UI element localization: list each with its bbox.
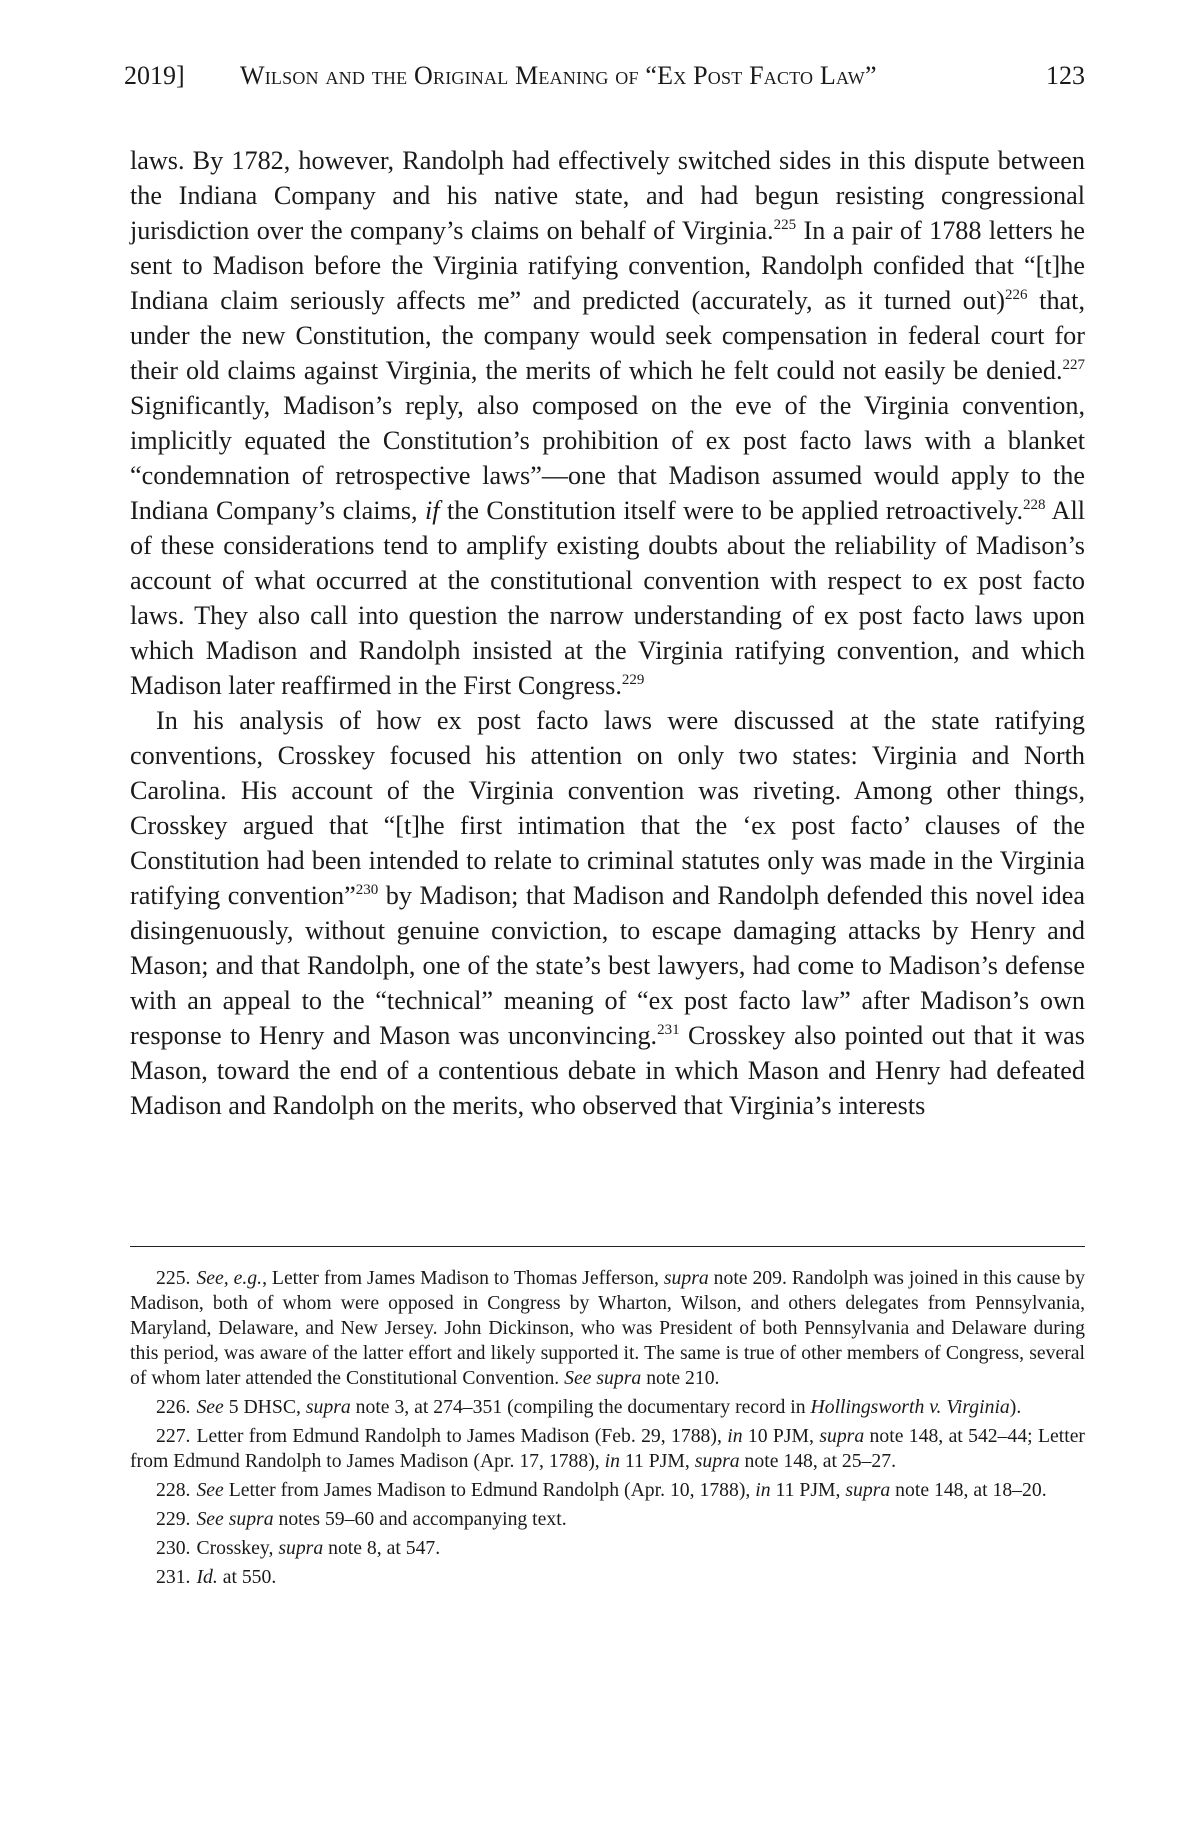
text-span: In his analysis of how ex post facto laws were discussed at the state ratifying conventions, Crosskey focused his attention on only two states: Virginia and North Carolina. His account of the Virginia convention was riveting. Among other things, Crosskey argued that “[t]he first intimation that the ‘ex post facto’ clauses of the Constitution had been intended to relate to criminal statutes only was made in the Virginia ratifying convention” [130, 706, 1085, 910]
text-span: ). [1009, 1396, 1022, 1418]
paragraph-2 [130, 703, 1085, 1123]
footnote-229 [130, 1507, 1085, 1532]
text-span: laws. By 1782, however, Randolph had effectively switched sides in this dispute between the Indiana Company and his native state, and had begun resisting congressional jurisdiction over the company’s claims on behalf of Virginia. [130, 146, 1085, 245]
text-span: notes 59–60 and accompanying text. [273, 1508, 567, 1530]
italic-text: See [196, 1479, 224, 1501]
footnote-divider [130, 1246, 1085, 1247]
italic-text: See supra [196, 1508, 274, 1530]
paragraph-1 [130, 143, 1085, 703]
text-span: Letter from Edmund Randolph to James Madison (Feb. 29, 1788), [196, 1425, 728, 1447]
italic-text: See supra [564, 1367, 642, 1389]
text-span: by Madison; that Madison and Randolph defended this novel idea disingenuously, without genuine conviction, to escape damaging attacks by Henry and Mason; and that Randolph, one of the state’s best lawyers, had come to Madison’s defense with an appeal to the “technical” meaning of “ex post facto law” after Madison’s own response to Henry and Mason was unconvincing. [130, 881, 1085, 1050]
text-span: that, under the new Constitution, the company would seek compensation in federal court for their old claims against Virginia, the merits of which he felt could not easily be denied. [130, 286, 1085, 385]
header-year: 2019] [124, 61, 185, 90]
text-span: note 148, at 542–44; Letter from Edmund Randolph to James Madison (Apr. 17, 1788), [130, 1425, 1085, 1472]
italic-text: supra [819, 1425, 865, 1447]
text-span: note 148, at 18–20. [890, 1479, 1047, 1501]
footnote-ref-229[interactable]: 229 [621, 672, 645, 688]
footnote-ref-228[interactable]: 228 [1023, 497, 1046, 513]
header-title: Wilson and the Original Meaning of “Ex Post Facto Law” [240, 61, 877, 90]
footnote-227 [130, 1424, 1085, 1474]
footnote-ref-225[interactable]: 225 [773, 217, 797, 233]
footnotes [130, 1266, 1085, 1594]
text-span: note 8, at 547. [323, 1537, 441, 1559]
footnote-ref-230[interactable]: 230 [355, 882, 379, 898]
footnote-number: 225. [156, 1267, 191, 1289]
footnote-number: 231. [156, 1566, 191, 1588]
italic-text: See, e.g. [196, 1267, 263, 1289]
text-span: note 3, at 274–351 (compiling the documentary record in [350, 1396, 811, 1418]
italic-text: in [727, 1425, 743, 1447]
footnote-ref-226[interactable]: 226 [1004, 287, 1028, 303]
footnote-number: 229. [156, 1508, 191, 1530]
text-span: Crosskey also pointed out that it was Mason, toward the end of a contentious debate in which Mason and Henry had defeated Madison and Randolph on the merits, who observed that Virginia’s interests [130, 1021, 1085, 1120]
italic-text: Id. [196, 1566, 218, 1588]
italic-text: supra [278, 1537, 324, 1559]
text-span: 11 PJM, [770, 1479, 846, 1501]
page [124, 0, 1085, 1824]
footnote-226 [130, 1395, 1085, 1420]
text-span: In a pair of 1788 letters he sent to Madison before the Virginia ratifying convention, Randolph confided that “[t]he Indiana claim seriously affects me” and predicted (accurately, as it turned out) [130, 216, 1085, 315]
italic-text: supra [305, 1396, 351, 1418]
italic-text: supra [694, 1450, 740, 1472]
page-number: 123 [1046, 61, 1085, 90]
italic-text: See [196, 1396, 224, 1418]
text-span: 11 PJM, [619, 1450, 695, 1472]
running-head [124, 58, 1085, 94]
text-span: note 210. [641, 1367, 720, 1389]
text-span: Letter from James Madison to Edmund Randolph (Apr. 10, 1788), [223, 1479, 756, 1501]
main-text [130, 143, 1085, 1123]
text-span: at 550. [217, 1566, 277, 1588]
text-span: the Constitution itself were to be applied retroactively. [439, 496, 1024, 525]
italic-text: Hollingsworth v. Virginia [810, 1396, 1010, 1418]
footnote-number: 228. [156, 1479, 191, 1501]
text-span: Crosskey, [196, 1537, 279, 1559]
text-span: Significantly, Madison’s reply, also composed on the eve of the Virginia convention, implicitly equated the Constitution’s prohibition of ex post facto laws with a blanket “condemnation of retrospective laws”—one that Madison assumed would apply to the Indiana Company’s claims, [130, 391, 1085, 525]
italic-text: supra [663, 1267, 709, 1289]
footnote-ref-231[interactable]: 231 [657, 1022, 680, 1038]
footnote-230 [130, 1536, 1085, 1561]
text-span: 10 PJM, [742, 1425, 820, 1447]
italic-text: in [755, 1479, 771, 1501]
italic-text: in [604, 1450, 620, 1472]
text-span: All of these considerations tend to amplify existing doubts about the reliability of Madison’s account of what occurred at the constitutional convention with respect to ex post facto laws. They also call into question the narrow understanding of ex post facto laws upon which Madison and Randolph insisted at the Virginia ratifying convention, and which Madison later reaffirmed in the First Congress. [130, 496, 1085, 700]
text-span: note 148, at 25–27. [739, 1450, 896, 1472]
text-span: note 209. Randolph was joined in this cause by Madison, both of whom were opposed in Congress by Wharton, Wilson, and others delegates from Pennsylvania, Maryland, Delaware, and New Jersey. John Dickinson, who was President of both Pennsylvania and Delaware during this period, was aware of the latter effort and likely supported it. The same is true of other members of Congress, several of whom later attended the Constitutional Convention. [130, 1267, 1085, 1389]
footnote-225 [130, 1266, 1085, 1391]
italic-text: if [425, 496, 440, 525]
footnote-number: 230. [156, 1537, 191, 1559]
text-span: 5 DHSC, [223, 1396, 306, 1418]
footnote-number: 226. [156, 1396, 191, 1418]
footnote-228 [130, 1478, 1085, 1503]
footnote-number: 227. [156, 1425, 191, 1447]
footnote-231 [130, 1565, 1085, 1590]
italic-text: supra [845, 1479, 891, 1501]
text-span: , Letter from James Madison to Thomas Jefferson, [262, 1267, 664, 1289]
footnote-ref-227[interactable]: 227 [1062, 357, 1085, 373]
